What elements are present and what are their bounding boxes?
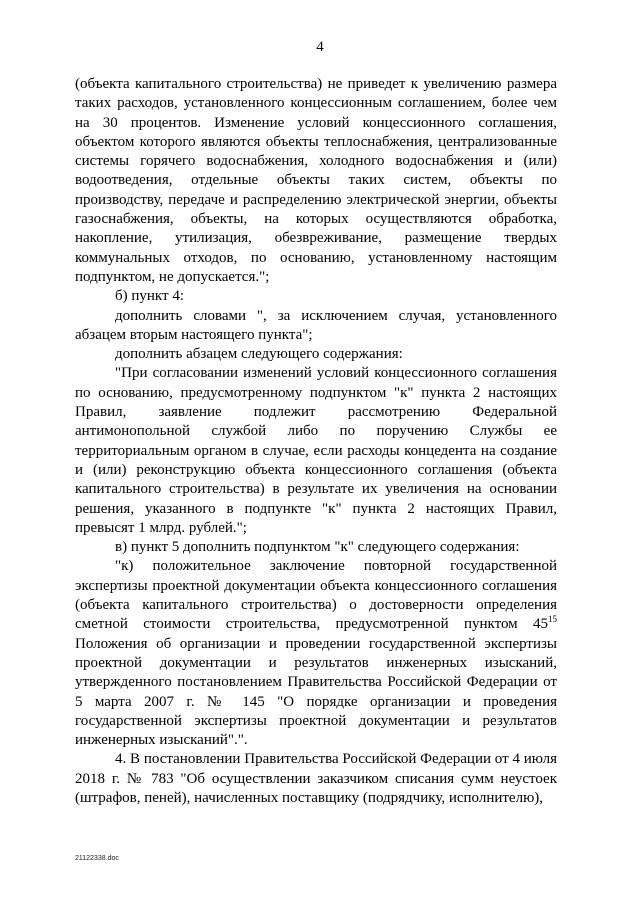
file-name-footer: 21122338.doc <box>75 855 119 862</box>
paragraph-subpoint-v: в) пункт 5 дополнить подпунктом "к" следующего содержания: <box>115 539 520 556</box>
page-number: 4 <box>316 39 324 55</box>
paragraph-add-abzac: дополнить абзацем следующего содержания: <box>115 346 403 363</box>
paragraph-add-words: дополнить словами ", за исключением случая, установленного абзацем вторым настоящего пункта"; <box>75 307 557 343</box>
paragraph-subpoint-b: б) пункт 4: <box>115 288 184 305</box>
paragraph-subpoint-k-text: "к) положительное заключение повторной государственной экспертизы проектной документации объекта концессионного соглашения (объекта капитального строительства) о достоверности определения сметной стоимости строительства, предусмотренной пунктом 45 <box>75 558 557 633</box>
paragraph-point-4: 4. В постановлении Правительства Российской Федерации от 4 июля 2018 г. № 783 "Об осуществлении заказчиком списания сумм неустоек (штрафов, пеней), начисленных поставщику (подрядчику, исполнителю), <box>75 751 557 806</box>
paragraph-continuation: (объекта капитального строительства) не приведет к увеличению размера таких расходов, установленного концессионным соглашением, более чем на 30 процентов. Изменение условий концессионного соглашения, объектом которого являются объекты теплоснабжения, централизованные системы горячего водоснабжения, холодного водоснабжения и (или) водоотведения, отдельные объекты таких систем, объекты по производству, передаче и распределению электрической энергии, объекты газоснабжения, объекты, на которых осуществляются обработка, накопление, утилизация, обезвреживание, размещение твердых коммунальных отходов, по основанию, установленному настоящим подпунктом, не допускается."; <box>75 76 557 285</box>
paragraph-subpoint-k-text-end: Положения об организации и проведении государственной экспертизы проектной документации и результатов инженерных изысканий, утвержденного постановлением Правительства Российской Федерации от 5 марта 2007 г. № 145 "О порядке организации и проведения государственной экспертизы проектной документации и результатов инженерных изысканий".". <box>75 635 557 749</box>
paragraph-quoted-rule: "При согласовании изменений условий концессионного соглашения по основанию, предусмотренному подпунктом "к" пункта 2 настоящих Правил, заявление подлежит рассмотрению Федеральной антимонопольной службой либо по поручению Службы ее территориальным органом в случае, если расходы концедента на создание и (или) реконструкцию объекта концессионного соглашения (объекта капитального строительства) в результате их увеличения на основании решения, указанного в подпункте "к" пункта 2 настоящих Правил, превысят 1 млрд. рублей."; <box>75 365 557 536</box>
document-body <box>75 75 557 808</box>
paragraph-subpoint-k <box>75 557 557 750</box>
footnote-superscript: 15 <box>548 614 557 625</box>
